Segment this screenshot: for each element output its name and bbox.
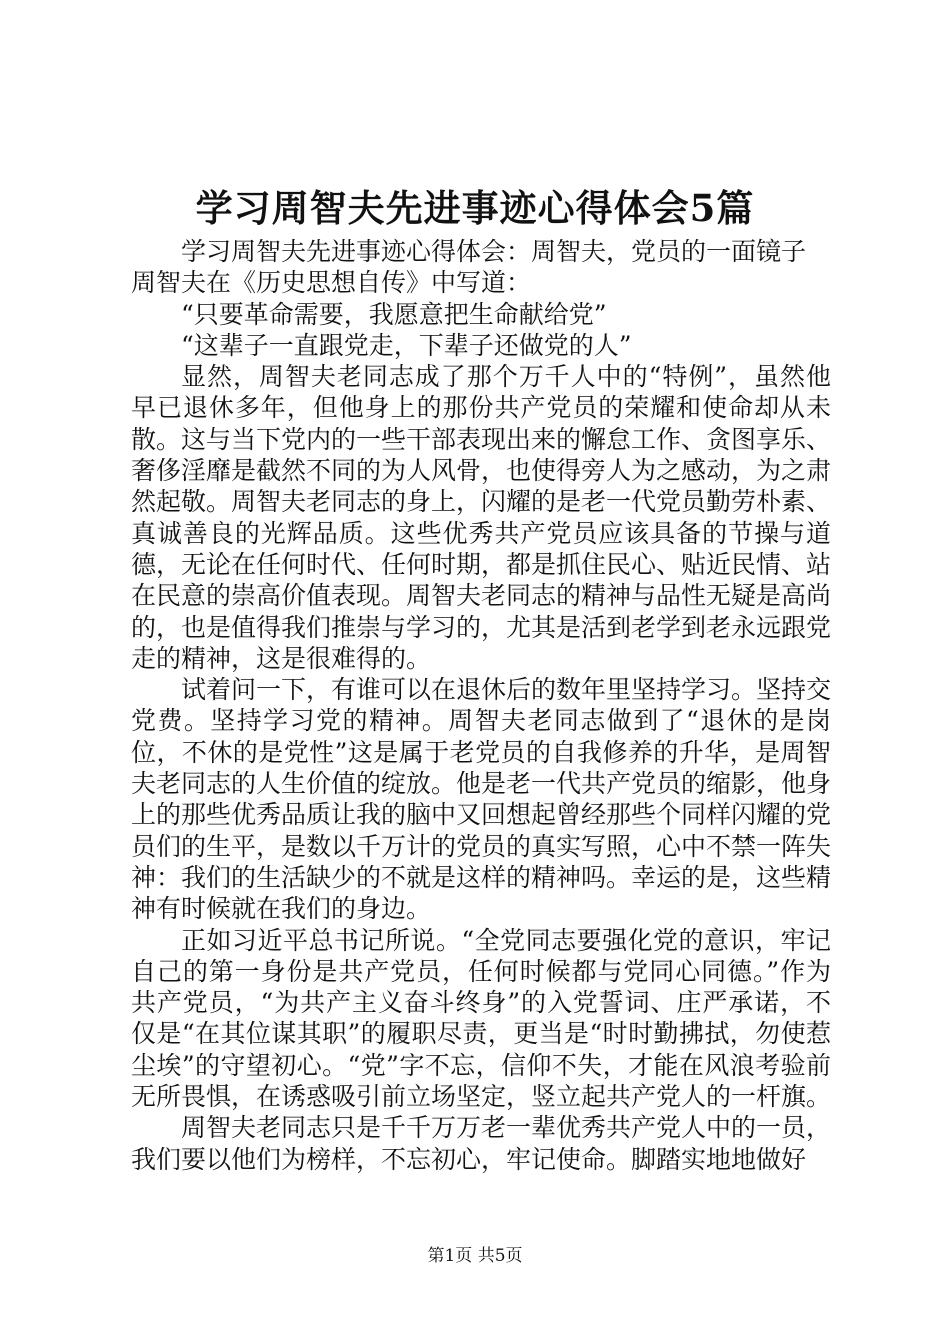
paragraph: 周智夫在《历史思想自传》中写道： <box>131 268 532 298</box>
paragraph: 周智夫老同志只是千千万万老一辈优秀共产党人中的一员，我们要以他们为榜样，不忘初心，牢记使命。脚踏实地地做好 <box>131 1113 832 1174</box>
page-footer: 第1页 共5页 <box>427 1246 523 1266</box>
paragraph: 正如习近平总书记所说。“全党同志要强化党的意识，牢记自己的第一身份是共产党员，任何时候都与党同心同德。”作为共产党员，“为共产主义奋斗终身”的入党誓词、庄严承诺，不仅是“在其位谋其职”的履职尽责，更当是“时时勤拂拭，勿使惹尘埃”的守望初心。“党”字不忘，信仰不失，才能在风浪考验前无所畏惧，在诱惑吸引前立场坚定，竖立起共产党人的一杆旗。 <box>131 925 832 1112</box>
quote-paragraph: “只要革命需要，我愿意把生命献给党” <box>181 299 607 329</box>
paragraph: 学习周智夫先进事迹心得体会：周智夫，党员的一面镜子 <box>181 237 807 266</box>
paragraph: 显然，周智夫老同志成了那个万千人中的“特例”，虽然他早已退休多年，但他身上的那份共产党员的荣耀和使命却从未散。这与当下党内的一些干部表现出来的懈怠工作、贪图享乐、奢侈淫靡是截然不同的为人风骨，也使得旁人为之感动，为之肃然起敬。周智夫老同志的身上，闪耀的是老一代党员勤劳朴素、真诚善良的光辉品质。这些优秀共产党员应该具备的节操与道德，无论在任何时代、任何时期，都是抓住民心、贴近民情、站在民意的崇高价值表现。周智夫老同志的精神与品性无疑是高尚的，也是值得我们推崇与学习的，尤其是活到老学到老永远跟党走的精神，这是很难得的。 <box>131 362 832 673</box>
quote-paragraph: “这辈子一直跟党走，下辈子还做党的人” <box>181 330 632 360</box>
document-body <box>131 236 831 1175</box>
document-title: 学习周智夫先进事迹心得体会5篇 <box>195 186 755 230</box>
paragraph: 试着问一下，有谁可以在退休后的数年里坚持学习。坚持交党费。坚持学习党的精神。周智夫老同志做到了“退休的是岗位，不休的是党性”这是属于老党员的自我修养的升华，是周智夫老同志的人生价值的绽放。他是老一代共产党员的缩影，他身上的那些优秀品质让我的脑中又回想起曾经那些个同样闪耀的党员们的生平，是数以千万计的党员的真实写照，心中不禁一阵失神：我们的生活缺少的不就是这样的精神吗。幸运的是，这些精神有时候就在我们的身边。 <box>131 675 832 924</box>
